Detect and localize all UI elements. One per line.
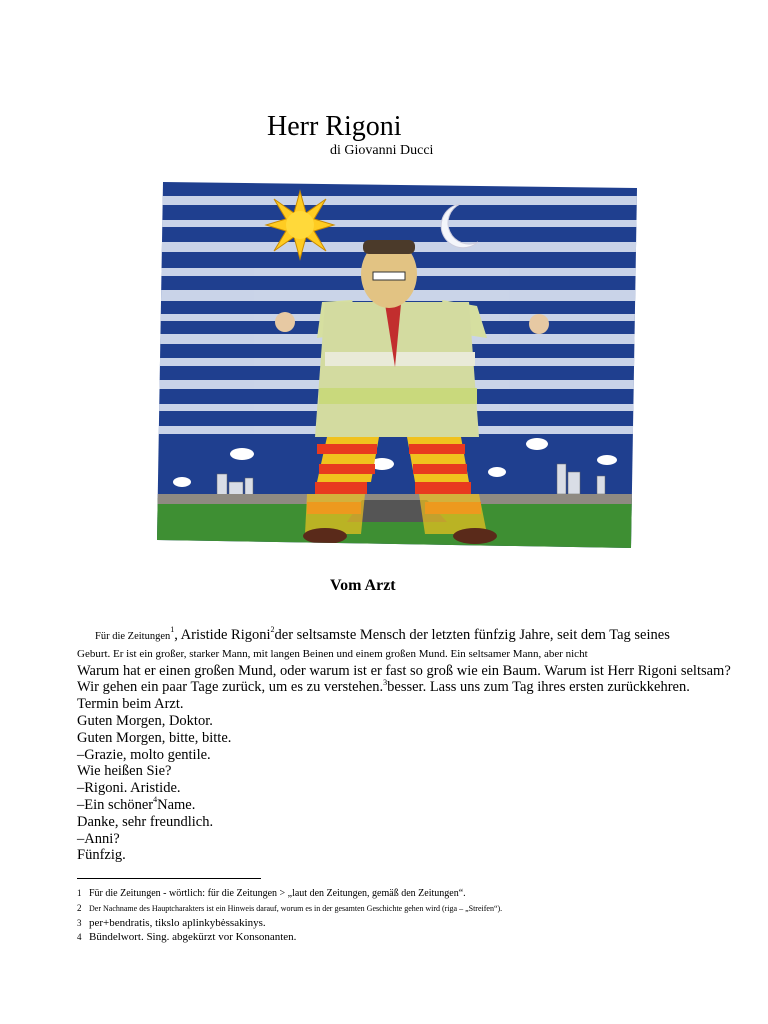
- body-line: Geburt. Er ist ein großer, starker Mann, mit langen Beinen und einem großen Mund. Ein seltsamer Mann, aber nicht: [77, 647, 588, 660]
- body-line: Wir gehen ein paar Tage zurück, um es zu verstehen.$^3$besser. Lass uns zum Tag ihres ersten zurückkehren.: [77, 677, 690, 696]
- footnote-ref-1: 1: [170, 625, 175, 635]
- dialogue-line: Wie heißen Sie?: [77, 763, 172, 780]
- footnote-divider: [77, 878, 261, 879]
- story-author: di Giovanni Ducci: [330, 143, 434, 158]
- footnote-3: 3 per+bendratis, tikslo aplinkybėssakinys.: [77, 917, 266, 929]
- section-heading: Vom Arzt: [330, 577, 396, 594]
- dialogue-line: Guten Morgen, Doktor.: [77, 712, 213, 729]
- footnote-2: 2 Der Nachname des Hauptcharakters ist ein Hinweis darauf, worum es in der gesamten Geschichte gehen wird (riga – „Streifen“).: [77, 903, 503, 913]
- dialogue-line: Fünfzig.: [77, 847, 126, 864]
- footnote-ref-4: 4: [153, 795, 158, 805]
- dialogue-line: –Anni?: [77, 830, 120, 847]
- cover-illustration: [157, 182, 637, 548]
- body-line: Für die Zeitungen$^1$, Aristide Rigoni$^2$der seltsamste Mensch der letzten fünfzig Jahre, seit dem Tag seines: [95, 625, 670, 643]
- dialogue-line: –Rigoni. Aristide.: [77, 780, 181, 797]
- sun-icon: [266, 191, 334, 259]
- footnote-4: 4 Bündelwort. Sing. abgekürzt vor Konsonanten.: [77, 931, 297, 943]
- story-title: Herr Rigoni: [267, 111, 402, 142]
- body-line: Warum hat er einen großen Mund, oder warum ist er fast so groß wie ein Baum. Warum ist Herr Rigoni seltsam?: [77, 662, 731, 679]
- dialogue-line: –Grazie, molto gentile.: [77, 746, 211, 763]
- dialogue-line: Danke, sehr freundlich.: [77, 813, 214, 830]
- footnote-ref-2: 2: [270, 625, 275, 635]
- footnote-1: 1 Für die Zeitungen - wörtlich: für die Zeitungen > „laut den Zeitungen, gemäß den Zeitungen“.: [77, 888, 466, 899]
- footnotes: [77, 886, 757, 944]
- dialogue-line: Guten Morgen, bitte, bitte.: [77, 729, 232, 746]
- story-body: [77, 627, 757, 864]
- footnote-ref-3: 3: [383, 677, 388, 687]
- dialogue-line: –Ein schöner$^4$Name.: [77, 795, 196, 813]
- body-line: Termin beim Arzt.: [77, 696, 184, 713]
